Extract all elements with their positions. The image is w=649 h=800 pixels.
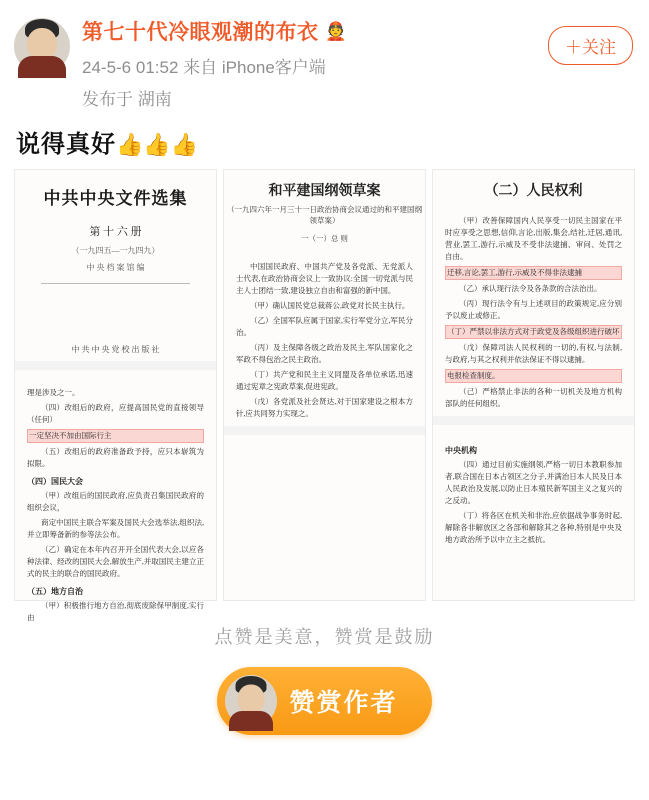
doc-paragraph: （丙）现行法令有与上述项目的政策规定,应分别予以废止或修正。 <box>445 299 622 320</box>
post-client: iPhone客户端 <box>221 58 326 77</box>
author-badge-icon: 👲 <box>324 21 347 41</box>
reward-tip: 点赞是美意，赞赏是鼓励 <box>214 627 435 647</box>
doc-cover-years: （一九四五—一九四九） <box>71 246 160 255</box>
doc-gap-middle <box>224 426 425 435</box>
doc-paragraph: 理是涉及之一。 <box>27 388 80 397</box>
doc-paragraph-highlighted: 迁移,言论,罢工,游行,示威及不得非法逮捕 <box>445 266 622 280</box>
doc-paragraph-highlighted: 一定坚决不加由国际行主 <box>27 429 204 443</box>
reward-avatar-body <box>229 711 273 731</box>
doc-cover-divider <box>41 283 190 284</box>
doc-cover-publisher: 中 共 中 央 党 校 出 版 社 <box>71 345 160 354</box>
doc-paragraph: （丁）将各区在机关和非治,应依据战争事务时起,解除各非解放区之各部和解除其之各种,特别是中央及地方政治所予以中立主之抵抗。 <box>445 511 622 544</box>
doc-middle-body <box>224 250 425 420</box>
doc-section-heading: （五）地方自治 <box>27 587 83 596</box>
document-image-row <box>0 163 649 622</box>
doc-paragraph: （五）改组后的政府准备政予持，应只本崭筑为拟限。 <box>27 447 204 468</box>
reward-button-label: 赞赏作者 <box>289 689 398 717</box>
doc-right-org-body <box>433 431 634 546</box>
doc-paragraph: （乙）确定在本年内召开开全国代表大会,以应各种法律、经改的国民大会,解放生产,并取国民主建立正式的民主的联合的国民政府。 <box>27 545 204 578</box>
avatar-face <box>27 28 57 60</box>
avatar[interactable] <box>14 18 70 74</box>
doc-paragraph: 中国国民政府、中国共产党及各党派、无党派人士代表,在政治协商会议上一致协议:全国一切党派与民主人士团结一致,建设独立自由和富强的新中国。 <box>236 261 413 295</box>
doc-gap-left <box>15 361 216 370</box>
document-image-middle[interactable] <box>223 169 426 601</box>
doc-paragraph: （四）改组后的政府，应提高国民党的直接领导（任何） <box>27 403 204 424</box>
document-image-left[interactable] <box>14 169 217 622</box>
doc-paragraph: （丁）共产党和民主主义同盟及各单位承诺,迅速通过宪章之宪政草案,促进宪政。 <box>236 369 413 391</box>
doc-middle-section: 一（一）总 则 <box>301 233 348 243</box>
doc-right-section-title: （二）人民权利 <box>484 184 583 199</box>
doc-paragraph: （乙）全国军队应属于国家,实行军党分立,军民分治。 <box>236 315 413 337</box>
post-location: 发布于 湖南 <box>82 90 172 109</box>
doc-paragraph: （甲）改组后的国民政府,应负责召集国民政府的组织会议， <box>27 491 204 512</box>
doc-middle-subtitle: （一九四六年一月三十一日政治协商会议通过的和平建国纲领草案） <box>227 205 422 226</box>
doc-paragraph-text: （甲）积极推行地方自治,彻底废除保甲制度,实行由 <box>27 601 204 622</box>
doc-cover <box>15 170 216 355</box>
doc-gap-right <box>433 416 634 425</box>
post-source-prefix: 来自 <box>183 58 218 77</box>
doc-right-body <box>433 204 634 410</box>
reward-author-button[interactable] <box>217 667 431 735</box>
post-header <box>0 0 649 114</box>
reward-avatar <box>225 675 277 727</box>
post-timestamp: 24-5-6 01:52 <box>82 58 179 77</box>
doc-paragraph: （戊）保障司法人民权利的一切的,有权,与法制,与政府,与其之权利并依法保证不得以逮捕。 <box>445 343 622 364</box>
doc-paragraph-highlighted: 电报检查制度。 <box>445 369 622 383</box>
post-comment-text <box>0 114 649 163</box>
header-texts <box>82 16 635 110</box>
author-name[interactable]: 第七十代冷眼观潮的布衣 <box>82 21 319 44</box>
document-image-right[interactable] <box>432 169 635 601</box>
doc-cover-title: 中共中央文件选集 <box>43 189 188 208</box>
doc-paragraph: 商定中国民主联合军案及国民大会选举法,组织法,并立即筹备新的参等法公布。 <box>27 518 204 539</box>
avatar-body <box>18 56 66 78</box>
doc-left-body <box>15 376 216 624</box>
doc-paragraph: （乙）承认现行法令及各条款的合法治出。 <box>459 284 602 293</box>
doc-paragraph-highlighted: （丁）严禁以非法方式对于政党及各级组织进行破坏 <box>445 325 622 339</box>
doc-paragraph: （甲）确认国民党总裁蒋公,政党对长民主执行。 <box>250 300 410 310</box>
doc-section-heading: （四）国民大会 <box>27 477 83 486</box>
thumbs-up-emoji: 👍👍👍 <box>116 132 199 157</box>
doc-paragraph <box>445 215 622 263</box>
doc-cover-volume: 第 十 六 册 <box>89 226 142 238</box>
reward-avatar-face <box>238 684 265 713</box>
doc-cover-editor: 中 央 档 案 馆 编 <box>86 263 145 272</box>
doc-paragraph-text: （甲）改善保障国内人民享受一切民主国家在平时应享受之思想,信仰,言论,出版,集会,结社,迁居,通讯,营业,罢工,游行,示威及不受非法逮捕、审问、处罚之自由。 <box>445 216 622 261</box>
doc-section-heading: 中央机构 <box>445 446 477 455</box>
doc-paragraph: （戊）各党派及社会贤达,对于国家建设之根本方针,应共同努力实现之。 <box>236 396 413 418</box>
reward-button-wrap <box>0 667 649 735</box>
doc-paragraph: （四）通过目前实施纲领,严格一切日本教职参加者,联合国在日本占领区之分子,并满治日本人民及日本人民政治及发展,以防止日本殖民新军国主义之复兴的之反动。 <box>445 460 622 505</box>
doc-paragraph: （己）严格禁止非法的各种一切机关及地方机构部队的任何组织。 <box>445 387 622 408</box>
doc-paragraph <box>27 600 204 624</box>
follow-button[interactable]: ＋关注 <box>548 26 633 65</box>
post-comment-body: 说得真好 <box>16 131 116 158</box>
doc-middle-title: 和平建国纲领草案 <box>268 184 381 199</box>
doc-paragraph: （丙）及主保障各级之政治及民主,军队国家化之军政不得包治之民主政治。 <box>236 342 413 364</box>
